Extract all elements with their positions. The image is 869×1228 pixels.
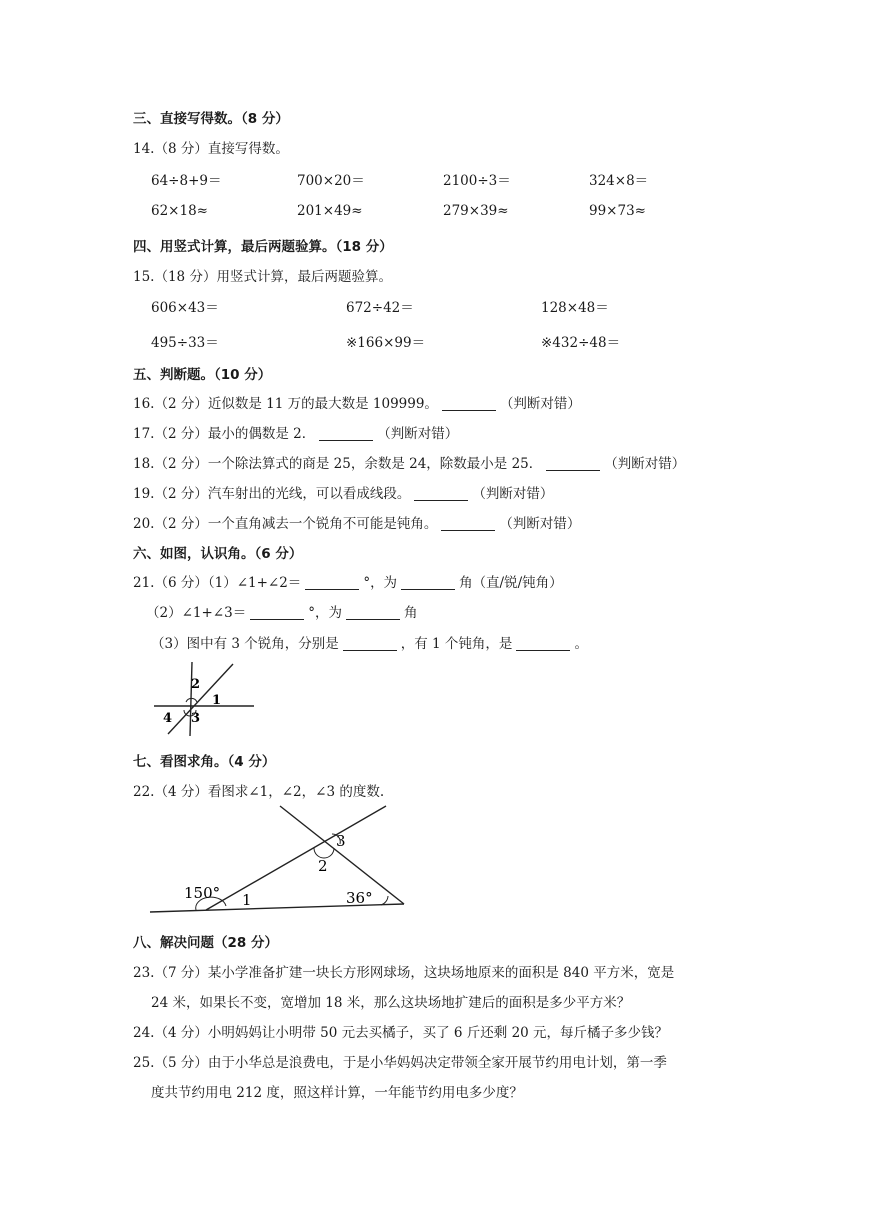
question-23-line-2: 24 米，如果长不变，宽增加 18 米，那么这块场地扩建后的面积是多少平方米？ [151, 995, 631, 1011]
q21-text: 角 [403, 605, 418, 621]
judge-suffix: （判断对错） [499, 396, 581, 412]
angle-label: 1 [242, 891, 252, 909]
question-15-stem: 15.（18 分）用竖式计算，最后两题验算。 [133, 269, 392, 285]
q15-item: 128×48＝ [541, 300, 609, 316]
q14-item: 99×73≈ [589, 203, 646, 219]
triangle-figure-q22 [148, 804, 418, 920]
judge-suffix: （判断对错） [472, 486, 554, 502]
answer-blank[interactable] [343, 636, 397, 651]
answer-blank[interactable] [401, 575, 455, 590]
judge-question [133, 482, 553, 502]
judge-question [133, 512, 580, 532]
judge-question-text: 20.（2 分）一个直角减去一个锐角不可能是钝角。 [133, 516, 438, 532]
answer-blank[interactable] [441, 516, 495, 531]
q15-item: 606×43＝ [151, 300, 219, 316]
answer-blank[interactable] [346, 605, 400, 620]
question-25-line-2: 度共节约用电 212 度，照这样计算，一年能节约用电多少度？ [151, 1085, 523, 1101]
angle-label: 2 [318, 857, 328, 875]
section-heading-3: 三、直接写得数。（8 分） [133, 111, 289, 127]
answer-blank[interactable] [319, 426, 373, 441]
q15-item: 672÷42＝ [346, 300, 414, 316]
judge-suffix: （判断对错） [499, 516, 581, 532]
answer-blank[interactable] [414, 486, 468, 501]
q21-text: 。 [574, 636, 588, 652]
question-21-line-2 [146, 601, 417, 621]
q21-text: 角（直/锐/钝角） [459, 575, 563, 591]
q15-item: ※166×99＝ [346, 335, 426, 351]
question-14-stem: 14.（8 分）直接写得数。 [133, 141, 289, 157]
q21-text: °，为 [308, 605, 342, 621]
angle-label: 3 [336, 832, 346, 850]
answer-blank[interactable] [250, 605, 304, 620]
judge-question-text: 16.（2 分）近似数是 11 万的最大数是 109999。 [133, 396, 438, 412]
question-21-line-3 [151, 632, 588, 652]
angle-label: 36° [346, 889, 373, 907]
answer-blank[interactable] [305, 575, 359, 590]
angle-label: 2 [191, 677, 201, 692]
q14-item: 279×39≈ [443, 203, 509, 219]
judge-question [133, 392, 581, 412]
q14-item: 2100÷3＝ [443, 173, 511, 189]
q14-item: 201×49≈ [297, 203, 363, 219]
q21-text: （3）图中有 3 个锐角，分别是 [151, 636, 339, 652]
q14-item: 62×18≈ [151, 203, 208, 219]
q15-item: 495÷33＝ [151, 335, 219, 351]
judge-question-text: 18.（2 分）一个除法算式的商是 25，余数是 24，除数最小是 25． [133, 456, 543, 472]
question-22-stem: 22.（4 分）看图求∠1，∠2，∠3 的度数. [133, 784, 385, 800]
judge-suffix: （判断对错） [377, 426, 459, 442]
question-24: 24.（4 分）小明妈妈让小明带 50 元去买橘子，买了 6 斤还剩 20 元，每斤橘子多少钱？ [133, 1025, 669, 1041]
answer-blank[interactable] [546, 456, 600, 471]
q21-text: （2）∠1+∠3＝ [146, 605, 247, 621]
q14-item: 700×20＝ [297, 173, 365, 189]
angle-label: 150° [184, 884, 221, 902]
section-heading-7: 七、看图求角。（4 分） [133, 754, 276, 770]
q15-item: ※432÷48＝ [541, 335, 621, 351]
angle-label: 3 [191, 711, 201, 726]
answer-blank[interactable] [442, 396, 496, 411]
section-heading-8: 八、解决问题（28 分） [133, 935, 278, 951]
section-heading-6: 六、如图，认识角。（6 分） [133, 546, 303, 562]
q21-text: 21.（6 分）（1）∠1+∠2＝ [133, 575, 302, 591]
q14-item: 64÷8+9＝ [151, 173, 222, 189]
judge-question [133, 422, 458, 442]
q14-item: 324×8＝ [589, 173, 649, 189]
question-25-line-1: 25.（5 分）由于小华总是浪费电，于是小华妈妈决定带领全家开展节约用电计划，第一季 [133, 1055, 667, 1071]
section-heading-5: 五、判断题。（10 分） [133, 367, 272, 383]
judge-question-text: 19.（2 分）汽车射出的光线，可以看成线段。 [133, 486, 411, 502]
q21-text: ，有 1 个钝角，是 [400, 636, 513, 652]
judge-question-text: 17.（2 分）最小的偶数是 2． [133, 426, 316, 442]
angle-label: 4 [163, 711, 173, 726]
q21-text: °，为 [363, 575, 398, 591]
answer-blank[interactable] [516, 636, 570, 651]
judge-suffix: （判断对错） [604, 456, 686, 472]
angle-figure-q21 [150, 658, 260, 738]
question-21-line-1 [133, 571, 563, 591]
section-heading-4: 四、用竖式计算，最后两题验算。（18 分） [133, 239, 393, 255]
judge-question [133, 452, 685, 472]
question-23-line-1: 23.（7 分）某小学准备扩建一块长方形网球场，这块场地原来的面积是 840 平方米，宽是 [133, 965, 675, 981]
angle-label: 1 [212, 693, 222, 708]
